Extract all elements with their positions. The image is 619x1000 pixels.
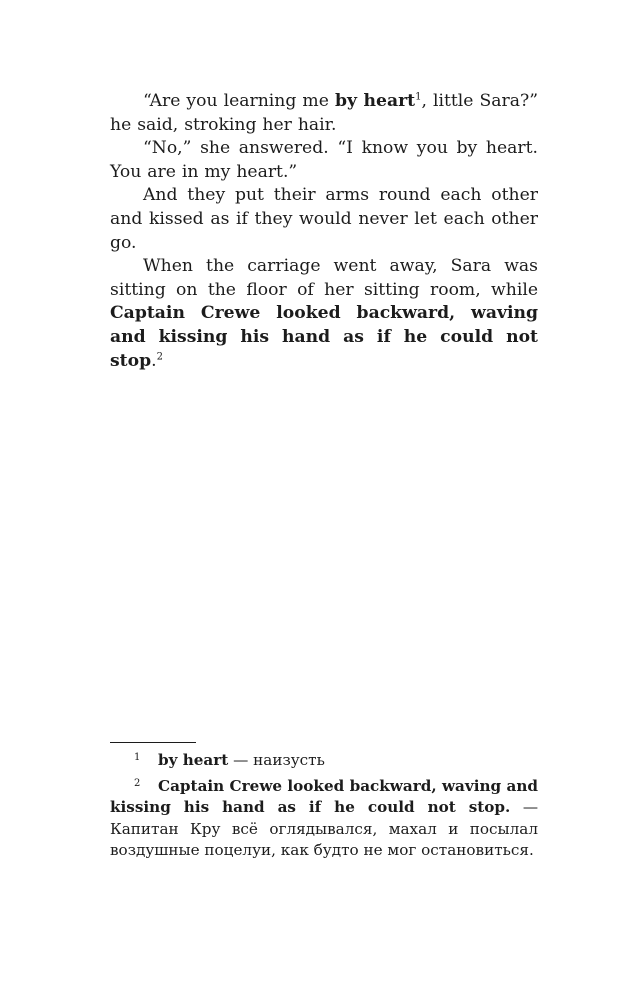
footnote-1-translation: наизусть bbox=[253, 751, 325, 769]
paragraph-4-text: When the carriage went away, Sara was sitting on the floor of her sitting room, while bbox=[110, 256, 538, 300]
footnote-2: 2 Captain Crewe looked backward, waving and kissing his hand as if he could not stop. — Капитан Кру всё оглядывался, махал и посылал воздушные поцелуи, как будто не мог остановиться. bbox=[110, 776, 539, 859]
paragraph-1-bold-term: by heart bbox=[334, 91, 416, 111]
footnote-divider bbox=[110, 742, 196, 743]
footnote-1-term: by heart bbox=[158, 751, 229, 769]
paragraph-1-text: “Are you learning me bbox=[143, 91, 335, 111]
footnote-1: 1 by heart — наизусть bbox=[134, 751, 325, 769]
footnote-1-dash: — bbox=[228, 751, 254, 769]
paragraph-1 bbox=[110, 90, 538, 137]
page-body bbox=[110, 90, 538, 373]
paragraph-3: And they put their arms round each other and kissed as if they would never let each other go. bbox=[110, 185, 538, 253]
paragraph-2: “No,” she answered. “I know you by heart. You are in my heart.” bbox=[110, 138, 538, 182]
footnotes bbox=[110, 742, 538, 866]
paragraph-4 bbox=[110, 255, 538, 373]
footnote-2-term: Captain Crewe looked backward, waving and kissing his hand as if he could not stop. bbox=[110, 776, 538, 816]
footnote-ref-1: 1 bbox=[415, 91, 422, 103]
footnote-2-translation: Капитан Кру всё оглядывался, махал и посылал воздушные поцелуи, как будто не мог остановиться. bbox=[110, 819, 538, 859]
paragraph-4-bold-phrase: Captain Crewe looked backward, waving and kissing his hand as if he could not stop bbox=[110, 303, 538, 371]
paragraph-1-rest: , little Sara?” he said, stroking her hair. bbox=[110, 91, 538, 135]
footnote-2-dash: — bbox=[510, 798, 539, 816]
footnote-ref-2: 2 bbox=[156, 350, 163, 362]
paragraph-4-end: . bbox=[151, 350, 157, 371]
